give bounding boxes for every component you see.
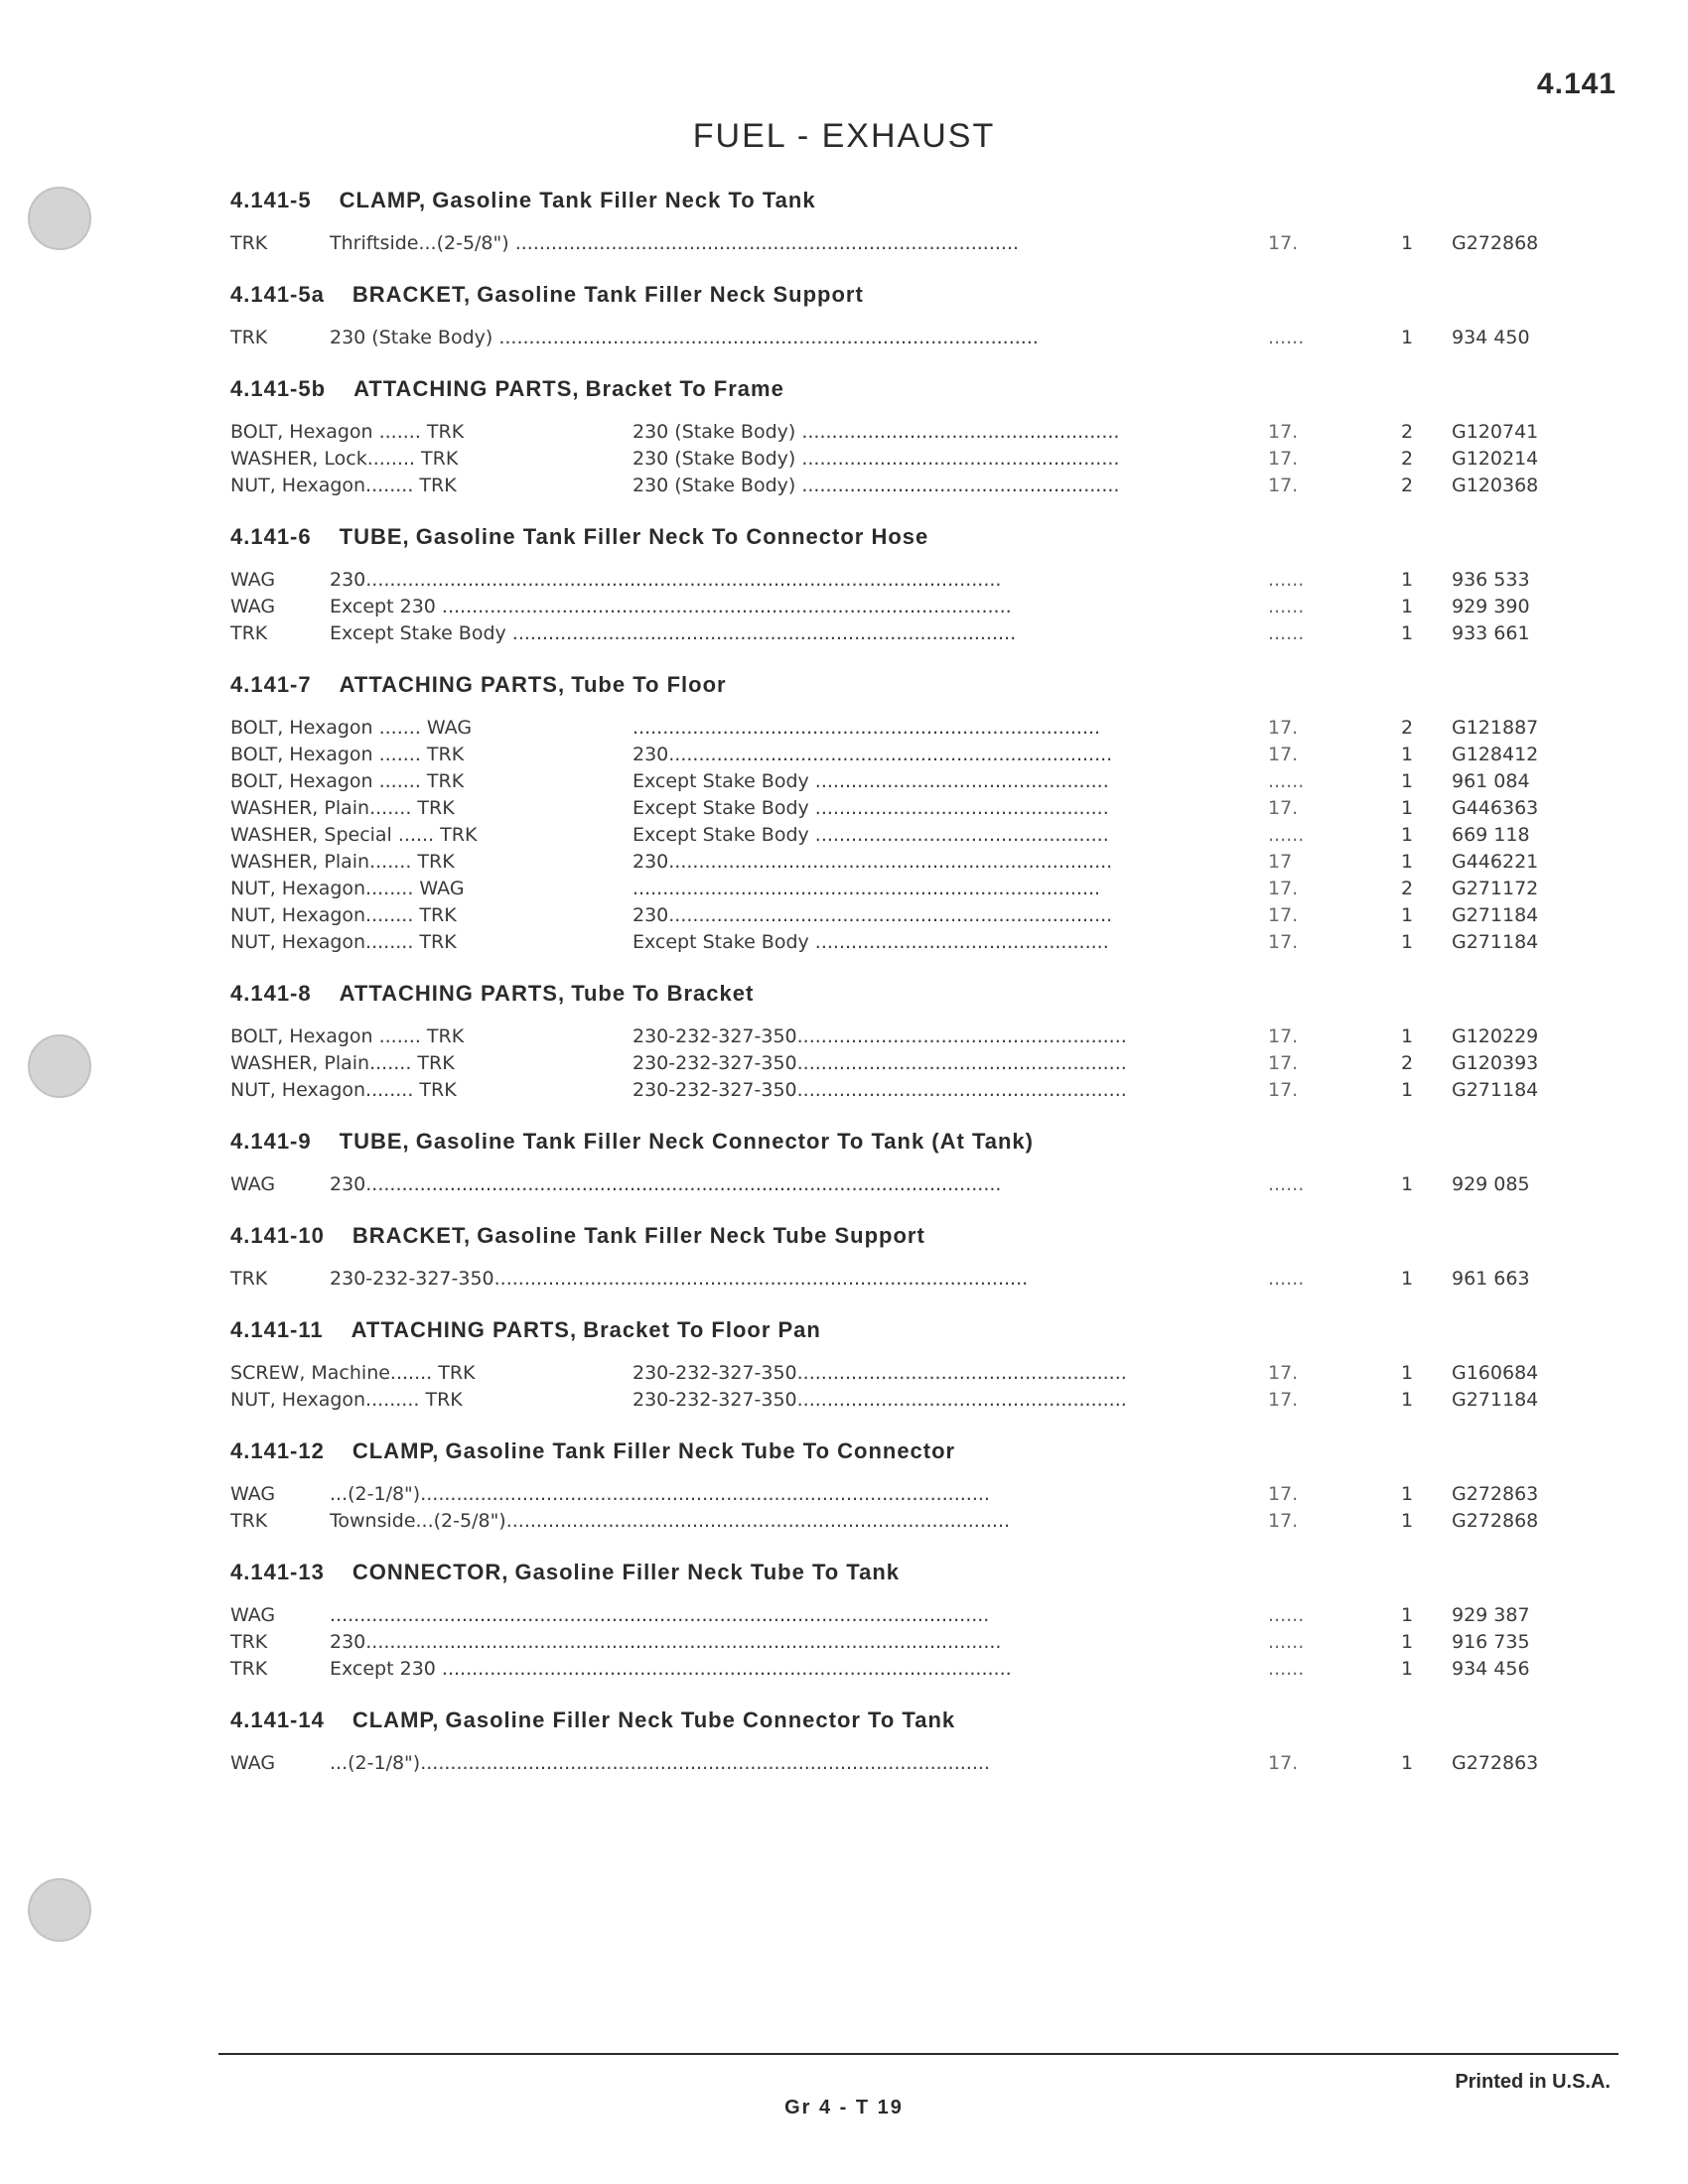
part-number: G446363 [1452, 797, 1539, 819]
quantity: 1 [1400, 851, 1414, 873]
parts-list [230, 177, 1557, 1791]
model-application: Except Stake Body ................................................. [633, 824, 1109, 846]
part-number: G271184 [1452, 1389, 1539, 1411]
section-number: 4.141-7 [230, 672, 312, 697]
model-application: 230 (Stake Body) ..................................................... [633, 475, 1120, 496]
body-type: WAG [230, 1173, 276, 1195]
footer-group-code: Gr 4 - T 19 [784, 2097, 904, 2118]
group-number: ...... [1268, 569, 1305, 591]
part-row [230, 1481, 1557, 1508]
part-name: WASHER, Plain....... TRK [230, 797, 455, 819]
model-application: 230-232-327-350....................................................... [633, 1389, 1127, 1411]
body-type: TRK [230, 1658, 268, 1680]
part-row [230, 715, 1557, 742]
part-name: WASHER, Lock........ TRK [230, 448, 459, 470]
section-number: 4.141-6 [230, 524, 312, 549]
model-application: Townside...(2-5/8").................................................................................... [330, 1510, 1011, 1532]
part-name: NUT, Hexagon........ TRK [230, 904, 457, 926]
section-heading [230, 1549, 1557, 1596]
quantity: 1 [1400, 232, 1414, 254]
group-number: 17. [1268, 931, 1299, 953]
group-number: ...... [1268, 596, 1305, 617]
model-application: 230 (Stake Body) .......................................................................................... [330, 327, 1039, 348]
part-name: NUT, Hexagon......... TRK [230, 1389, 463, 1411]
part-number: 929 085 [1452, 1173, 1530, 1195]
quantity: 1 [1400, 622, 1414, 644]
quantity: 1 [1400, 1752, 1414, 1774]
body-type: TRK [230, 1510, 268, 1532]
part-row [230, 1387, 1557, 1414]
section-description: Gasoline Tank Filler Neck Support [477, 282, 864, 307]
part-row [230, 1629, 1557, 1656]
model-application: .............................................................................................................. [330, 1604, 990, 1626]
part-row [230, 742, 1557, 768]
quantity: 1 [1400, 744, 1414, 765]
part-number: 961 663 [1452, 1268, 1530, 1290]
part-number: G271184 [1452, 904, 1539, 926]
part-row [230, 876, 1557, 902]
quantity: 2 [1400, 475, 1414, 496]
section-number: 4.141-9 [230, 1129, 312, 1154]
page-title: FUEL - EXHAUST [692, 117, 996, 155]
group-number: ...... [1268, 1658, 1305, 1680]
group-number: 17. [1268, 904, 1299, 926]
quantity: 2 [1400, 717, 1414, 739]
part-row [230, 929, 1557, 956]
parts-section [230, 1306, 1557, 1414]
part-row [230, 1656, 1557, 1683]
part-number: 934 450 [1452, 327, 1530, 348]
part-number: 936 533 [1452, 569, 1530, 591]
quantity: 1 [1400, 596, 1414, 617]
part-row [230, 795, 1557, 822]
section-description: Gasoline Tank Filler Neck To Tank [432, 188, 816, 212]
section-heading [230, 1306, 1557, 1354]
part-number: G120393 [1452, 1052, 1539, 1074]
parts-section [230, 271, 1557, 351]
model-application: 230-232-327-350....................................................... [633, 1362, 1127, 1384]
quantity: 1 [1400, 797, 1414, 819]
part-number: G446221 [1452, 851, 1539, 873]
quantity: 1 [1400, 1631, 1414, 1653]
group-number: 17. [1268, 797, 1299, 819]
group-number: 17. [1268, 448, 1299, 470]
section-number: 4.141-12 [230, 1438, 325, 1463]
part-name: SCREW, Machine....... TRK [230, 1362, 476, 1384]
quantity: 1 [1400, 1173, 1414, 1195]
part-name: BOLT, Hexagon ....... WAG [230, 717, 473, 739]
part-name: WASHER, Plain....... TRK [230, 1052, 455, 1074]
group-number: 17. [1268, 475, 1299, 496]
part-row [230, 419, 1557, 446]
quantity: 1 [1400, 1389, 1414, 1411]
part-row [230, 1024, 1557, 1050]
part-row [230, 594, 1557, 620]
quantity: 1 [1400, 1268, 1414, 1290]
part-number: G272868 [1452, 232, 1539, 254]
quantity: 2 [1400, 421, 1414, 443]
section-number: 4.141-5 [230, 188, 312, 212]
part-row [230, 1508, 1557, 1535]
part-number: G271172 [1452, 878, 1539, 899]
group-number: 17. [1268, 421, 1299, 443]
part-number: G121887 [1452, 717, 1539, 739]
part-name: BOLT, Hexagon ....... TRK [230, 421, 465, 443]
section-heading [230, 271, 1557, 319]
quantity: 1 [1400, 327, 1414, 348]
model-application: 230 (Stake Body) ..................................................... [633, 421, 1120, 443]
part-row [230, 446, 1557, 473]
part-number: G272868 [1452, 1510, 1539, 1532]
section-description: Gasoline Tank Filler Neck Tube To Connector [445, 1438, 956, 1463]
footer-printed-in: Printed in U.S.A. [1455, 2071, 1611, 2093]
body-type: TRK [230, 232, 268, 254]
section-number: 4.141-14 [230, 1707, 325, 1732]
section-part-name: BRACKET, [352, 282, 472, 307]
group-number: 17. [1268, 717, 1299, 739]
model-application: 230-232-327-350....................................................... [633, 1052, 1127, 1074]
parts-section [230, 1212, 1557, 1293]
section-number: 4.141-11 [230, 1317, 324, 1342]
section-heading [230, 1697, 1557, 1744]
part-row [230, 1266, 1557, 1293]
quantity: 1 [1400, 1079, 1414, 1101]
group-number: ...... [1268, 622, 1305, 644]
section-part-name: ATTACHING PARTS, [351, 1317, 578, 1342]
group-number: ...... [1268, 824, 1305, 846]
body-type: WAG [230, 569, 276, 591]
section-part-name: CLAMP, [339, 188, 427, 212]
part-row [230, 822, 1557, 849]
section-part-name: TUBE, [339, 1129, 410, 1154]
quantity: 1 [1400, 770, 1414, 792]
part-row [230, 1077, 1557, 1104]
part-row [230, 1360, 1557, 1387]
section-part-name: BRACKET, [352, 1223, 472, 1248]
part-row [230, 1602, 1557, 1629]
section-heading [230, 1118, 1557, 1165]
part-row [230, 902, 1557, 929]
quantity: 2 [1400, 878, 1414, 899]
section-part-name: CONNECTOR, [352, 1560, 509, 1584]
section-description: Gasoline Tank Filler Neck Connector To Tank (At Tank) [415, 1129, 1034, 1154]
section-heading [230, 970, 1557, 1018]
part-number: G271184 [1452, 931, 1539, 953]
part-name: NUT, Hexagon........ TRK [230, 931, 457, 953]
body-type: WAG [230, 1483, 276, 1505]
group-number: 17. [1268, 878, 1299, 899]
binder-hole [28, 1034, 91, 1098]
model-application: Thriftside...(2-5/8") .................................................................................... [330, 232, 1020, 254]
part-row [230, 325, 1557, 351]
quantity: 1 [1400, 1025, 1414, 1047]
parts-section [230, 1428, 1557, 1535]
body-type: WAG [230, 1752, 276, 1774]
part-row [230, 473, 1557, 499]
body-type: TRK [230, 327, 268, 348]
model-application: ...(2-1/8")............................................................................................... [330, 1752, 990, 1774]
part-name: NUT, Hexagon........ TRK [230, 475, 457, 496]
part-row [230, 768, 1557, 795]
part-name: WASHER, Plain....... TRK [230, 851, 455, 873]
part-number: G120229 [1452, 1025, 1539, 1047]
parts-section [230, 661, 1557, 956]
model-application: ...(2-1/8")............................................................................................... [330, 1483, 990, 1505]
section-heading [230, 661, 1557, 709]
part-number: 929 387 [1452, 1604, 1530, 1626]
part-name: BOLT, Hexagon ....... TRK [230, 744, 465, 765]
part-name: NUT, Hexagon........ WAG [230, 878, 465, 899]
part-row [230, 1050, 1557, 1077]
section-description: Tube To Bracket [571, 981, 755, 1006]
section-description: Gasoline Filler Neck Tube To Tank [514, 1560, 901, 1584]
section-number: 4.141-5b [230, 376, 327, 401]
part-row [230, 849, 1557, 876]
section-part-name: CLAMP, [352, 1438, 440, 1463]
parts-section [230, 1549, 1557, 1683]
quantity: 1 [1400, 904, 1414, 926]
section-heading [230, 177, 1557, 224]
group-number: ...... [1268, 1268, 1305, 1290]
quantity: 1 [1400, 1510, 1414, 1532]
footer-rule [218, 2053, 1618, 2055]
section-heading [230, 513, 1557, 561]
section-part-name: ATTACHING PARTS, [353, 376, 580, 401]
part-number: 934 456 [1452, 1658, 1530, 1680]
section-part-name: TUBE, [339, 524, 410, 549]
parts-section [230, 513, 1557, 647]
page-number: 4.141 [1536, 68, 1617, 100]
model-application: 230-232-327-350....................................................... [633, 1025, 1127, 1047]
group-number: 17. [1268, 1079, 1299, 1101]
section-description: Gasoline Filler Neck Tube Connector To Tank [445, 1707, 956, 1732]
model-application: 230-232-327-350....................................................... [633, 1079, 1127, 1101]
body-type: WAG [230, 1604, 276, 1626]
part-number: 933 661 [1452, 622, 1530, 644]
part-number: G128412 [1452, 744, 1539, 765]
part-number: 961 084 [1452, 770, 1530, 792]
part-number: G120368 [1452, 475, 1539, 496]
group-number: 17 [1268, 851, 1293, 873]
part-number: 916 735 [1452, 1631, 1530, 1653]
part-row [230, 1750, 1557, 1777]
body-type: TRK [230, 1268, 268, 1290]
quantity: 2 [1400, 448, 1414, 470]
part-row [230, 230, 1557, 257]
model-application: 230.......................................................................................................... [330, 569, 1002, 591]
body-type: TRK [230, 622, 268, 644]
group-number: 17. [1268, 744, 1299, 765]
quantity: 1 [1400, 824, 1414, 846]
section-number: 4.141-5a [230, 282, 325, 307]
model-application: 230.......................................................................................................... [330, 1631, 1002, 1653]
group-number: ...... [1268, 1173, 1305, 1195]
model-application: 230.......................................................................... [633, 744, 1113, 765]
group-number: 17. [1268, 1483, 1299, 1505]
group-number: 17. [1268, 1389, 1299, 1411]
section-description: Bracket To Floor Pan [583, 1317, 821, 1342]
part-number: G272863 [1452, 1483, 1539, 1505]
group-number: 17. [1268, 1025, 1299, 1047]
model-application: Except Stake Body ................................................. [633, 770, 1109, 792]
model-application: Except 230 ............................................................................................... [330, 596, 1012, 617]
quantity: 1 [1400, 931, 1414, 953]
part-number: G120741 [1452, 421, 1539, 443]
part-number: G271184 [1452, 1079, 1539, 1101]
section-part-name: CLAMP, [352, 1707, 440, 1732]
model-application: Except Stake Body ................................................. [633, 931, 1109, 953]
model-application: 230-232-327-350......................................................................................... [330, 1268, 1029, 1290]
part-number: G160684 [1452, 1362, 1539, 1384]
model-application: Except Stake Body ................................................. [633, 797, 1109, 819]
part-name: NUT, Hexagon........ TRK [230, 1079, 457, 1101]
model-application: 230.......................................................................................................... [330, 1173, 1002, 1195]
section-part-name: ATTACHING PARTS, [339, 981, 566, 1006]
part-name: WASHER, Special ...... TRK [230, 824, 478, 846]
model-application: 230.......................................................................... [633, 851, 1113, 873]
quantity: 1 [1400, 569, 1414, 591]
model-application: Except 230 ............................................................................................... [330, 1658, 1012, 1680]
part-name: BOLT, Hexagon ....... TRK [230, 1025, 465, 1047]
group-number: 17. [1268, 232, 1299, 254]
body-type: WAG [230, 596, 276, 617]
part-number: 929 390 [1452, 596, 1530, 617]
section-description: Gasoline Tank Filler Neck To Connector Hose [415, 524, 929, 549]
group-number: 17. [1268, 1052, 1299, 1074]
binder-hole [28, 1878, 91, 1942]
part-number: G120214 [1452, 448, 1539, 470]
body-type: TRK [230, 1631, 268, 1653]
group-number: ...... [1268, 770, 1305, 792]
group-number: 17. [1268, 1510, 1299, 1532]
quantity: 2 [1400, 1052, 1414, 1074]
part-row [230, 620, 1557, 647]
quantity: 1 [1400, 1362, 1414, 1384]
group-number: 17. [1268, 1752, 1299, 1774]
section-number: 4.141-10 [230, 1223, 325, 1248]
model-application: .............................................................................. [633, 878, 1101, 899]
part-number: 669 118 [1452, 824, 1530, 846]
group-number: 17. [1268, 1362, 1299, 1384]
section-number: 4.141-8 [230, 981, 312, 1006]
model-application: 230 (Stake Body) ..................................................... [633, 448, 1120, 470]
binder-hole [28, 187, 91, 250]
section-number: 4.141-13 [230, 1560, 325, 1584]
quantity: 1 [1400, 1483, 1414, 1505]
model-application: .............................................................................. [633, 717, 1101, 739]
group-number: ...... [1268, 1631, 1305, 1653]
parts-section [230, 970, 1557, 1104]
model-application: Except Stake Body .................................................................................... [330, 622, 1017, 644]
parts-section [230, 365, 1557, 499]
part-row [230, 567, 1557, 594]
part-row [230, 1171, 1557, 1198]
section-description: Gasoline Tank Filler Neck Tube Support [477, 1223, 925, 1248]
section-description: Tube To Floor [571, 672, 727, 697]
parts-section [230, 1118, 1557, 1198]
section-heading [230, 365, 1557, 413]
section-description: Bracket To Frame [585, 376, 784, 401]
section-heading [230, 1428, 1557, 1475]
parts-section [230, 177, 1557, 257]
quantity: 1 [1400, 1658, 1414, 1680]
group-number: ...... [1268, 327, 1305, 348]
parts-section [230, 1697, 1557, 1777]
part-name: BOLT, Hexagon ....... TRK [230, 770, 465, 792]
section-part-name: ATTACHING PARTS, [339, 672, 566, 697]
model-application: 230.......................................................................... [633, 904, 1113, 926]
section-heading [230, 1212, 1557, 1260]
part-number: G272863 [1452, 1752, 1539, 1774]
group-number: ...... [1268, 1604, 1305, 1626]
quantity: 1 [1400, 1604, 1414, 1626]
